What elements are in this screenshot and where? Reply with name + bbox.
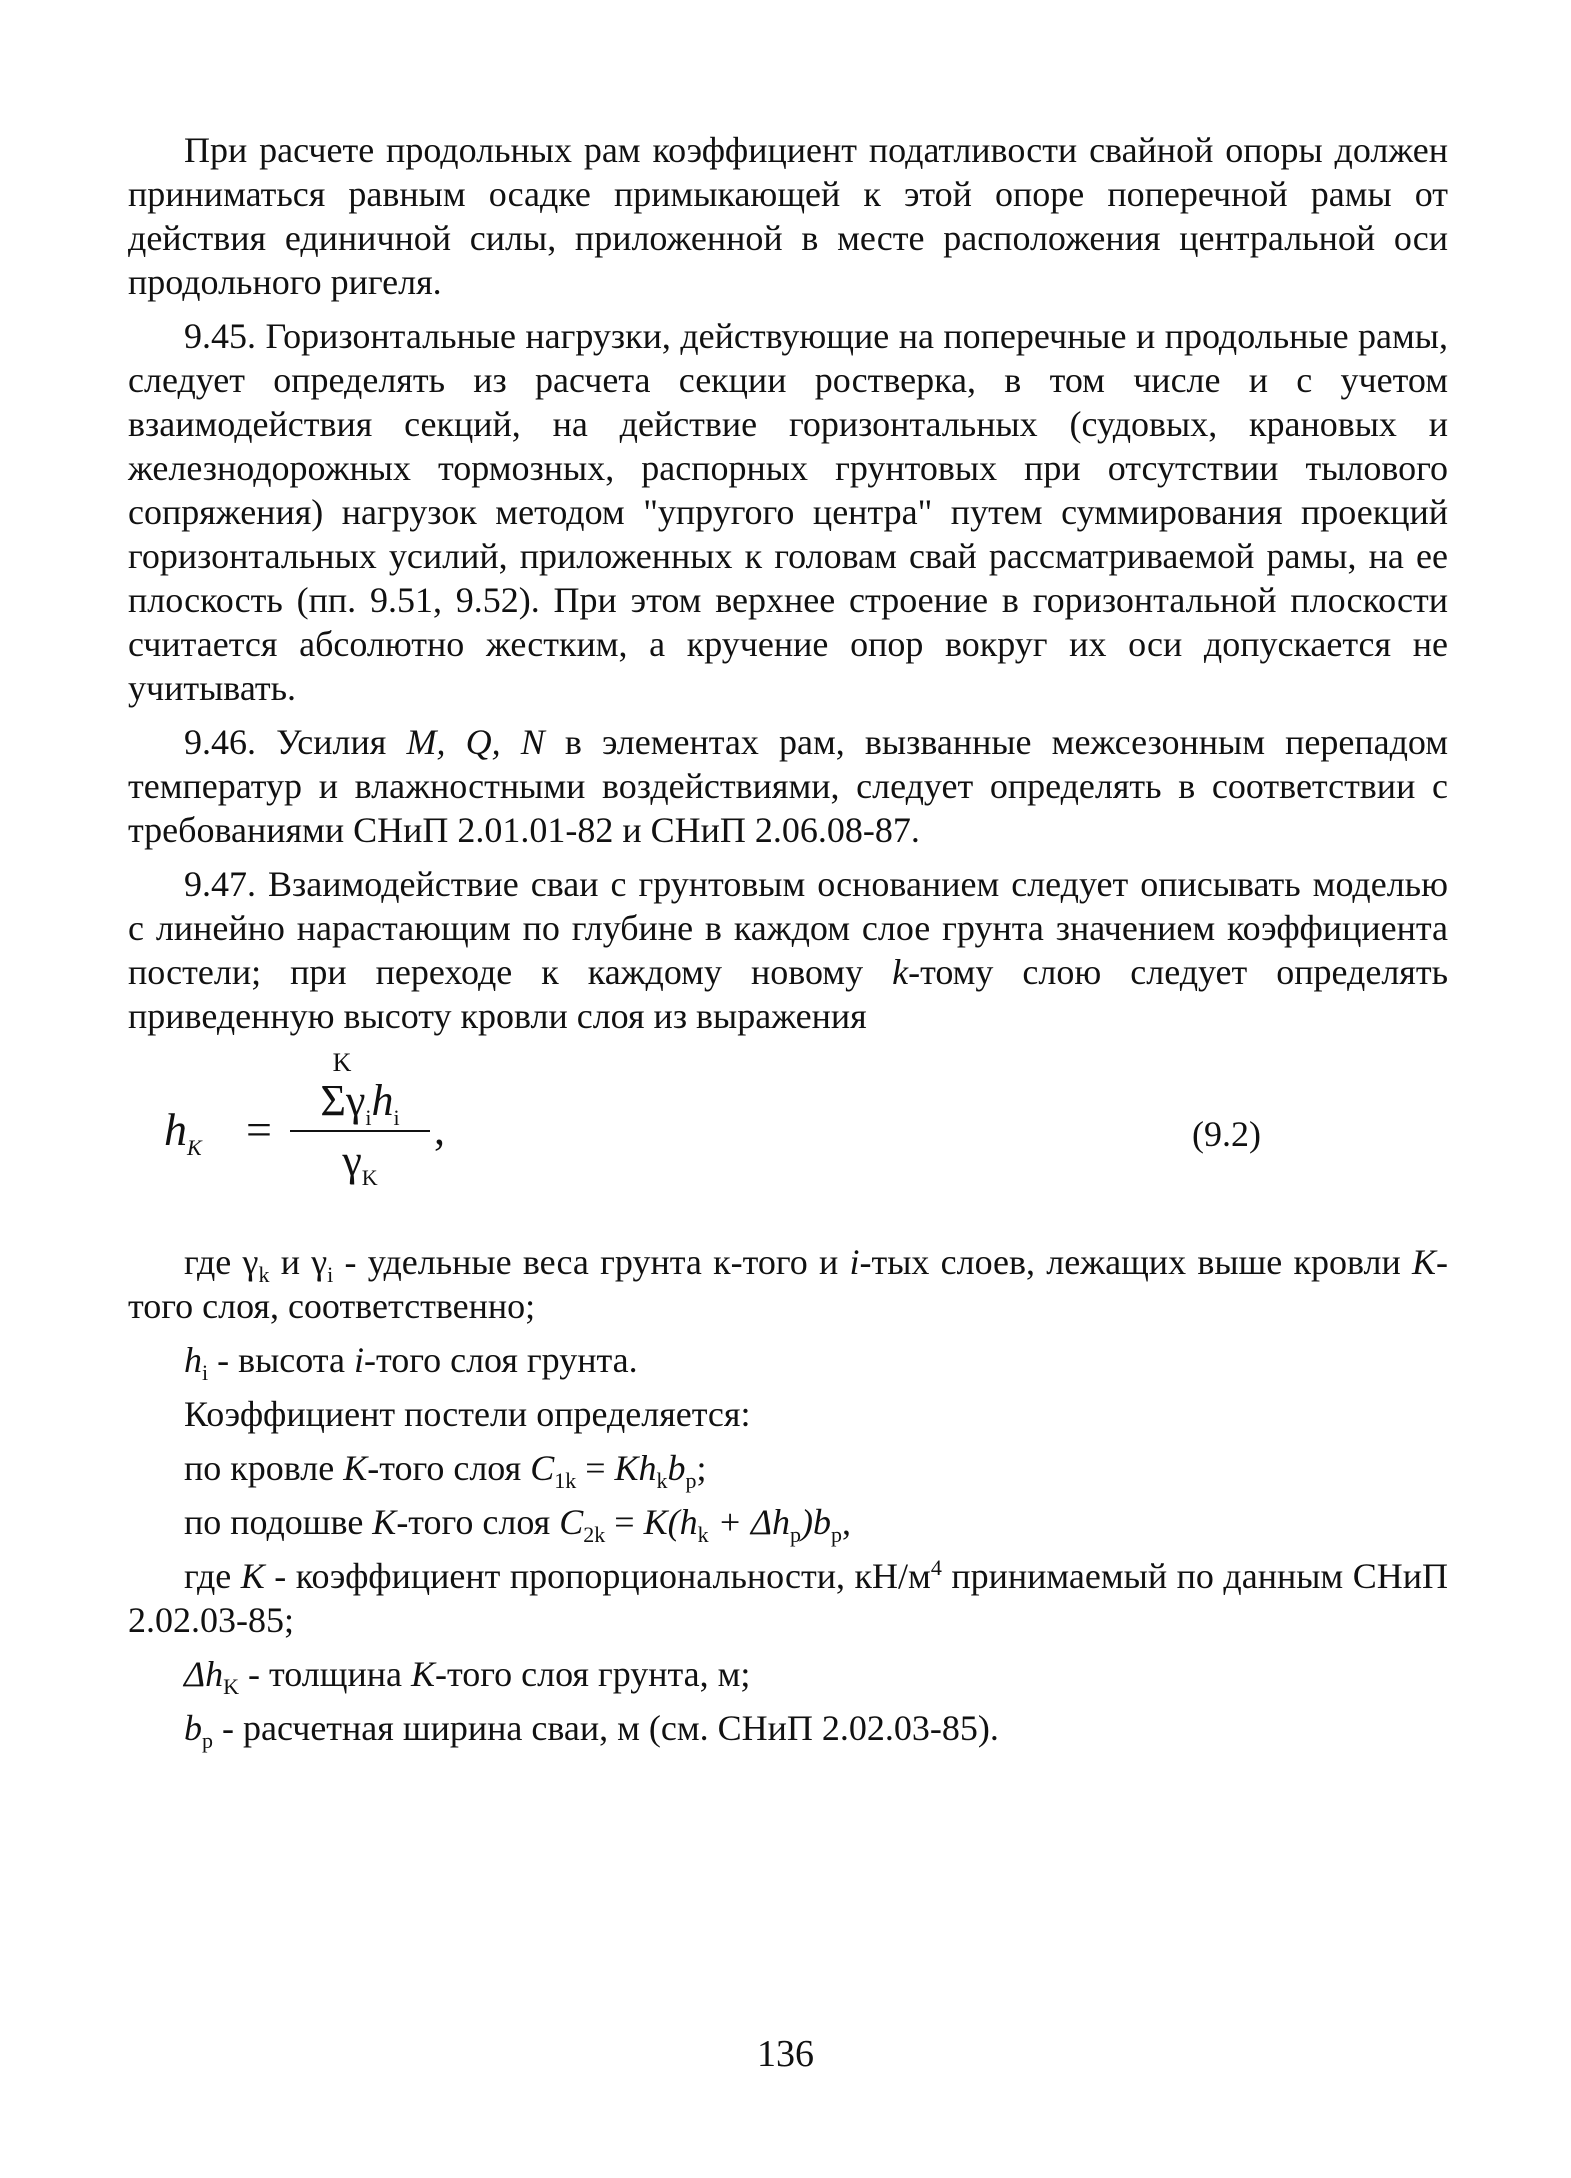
paragraph-9-45: 9.45. Горизонтальные нагрузки, действующие на поперечные и продольные рамы, следует определять из расчета секции ростверка, в том числе и с учетом взаимодействия секций, на действие горизонтальных (судовых, крановых и железнодорожных тормозных, распорных грунтовых при отсутствии тылового сопряжения) нагрузок методом "упругого центра" путем суммирования проекций горизонтальных усилий, приложенных к головам свай рассматриваемой рамы, на ее плоскость (пп. 9.51, 9.52). При этом верхнее строение в горизонтальной плоскости считается абсолютно жестким, а кручение опор вокруг их оси допускается не учитывать. — [128, 316, 1448, 708]
bed-coefficient-intro: Коэффициент постели определяется: — [184, 1394, 751, 1434]
formula-numerator: $\Sigma\gamma_ih_i$ — [320, 1076, 400, 1130]
definition-bp: $b_p$ - расчетная ширина сваи, м (см. СНиП 2.02.03-85). — [184, 1708, 999, 1754]
formula-lhs: $h_K$ — [164, 1104, 202, 1161]
formula-denominator: $\gamma_K$ — [342, 1136, 378, 1190]
paragraph-9-47: 9.47. Взаимодействие сваи с грунтовым основанием следует описывать моделью с линейно нарастающим по глубине в каждом слое грунта значением коэффициента постели; при переходе к каждому новому k-тому слою следует определять приведенную высоту кровли слоя из выражения — [128, 864, 1449, 1036]
sum-upper-limit: K — [332, 1048, 352, 1077]
formula-comma: , — [434, 1105, 445, 1154]
fraction-bar — [290, 1130, 430, 1132]
paragraph-1: При расчете продольных рам коэффициент податливости свайной опоры должен приниматься равным осадке примыкающей к этой опоре поперечной рамы от действия единичной силы, приложенной в месте расположения центральной оси продольного ригеля. — [128, 130, 1448, 302]
bed-coefficient-top: по кровле K-того слоя $C_{1k} = Kh_kb_p$; — [184, 1448, 707, 1494]
formula-9-2 — [128, 1050, 1448, 1220]
definition-delta-h: $\Delta h_K$ - толщина K-того слоя грунта, м; — [184, 1654, 751, 1700]
formula-equals: = — [246, 1104, 272, 1155]
formula-number: (9.2) — [1192, 1114, 1261, 1154]
formula-fraction — [290, 1048, 430, 1190]
definition-h: $h_i$ - высота i-того слоя грунта. — [184, 1340, 638, 1386]
paragraph-9-46: 9.46. Усилия M, Q, N в элементах рам, вызванные межсезонным перепадом температур и влажностными воздействиями, следует определять в соответствии с требованиями СНиП 2.01.01-82 и СНиП 2.06.08-87. — [128, 722, 1449, 850]
page-number: 136 — [757, 2033, 814, 2075]
definition-gamma: где $\gamma_k$ и $\gamma_i$ - удельные веса грунта к-того и i-тых слоев, лежащих выше кровли K-того слоя, соответственно; — [128, 1242, 1448, 1326]
bed-coefficient-bottom: по подошве K-того слоя $C_{2k} = K(h_k + \Delta h_p)b_p$, — [184, 1502, 851, 1548]
force-variables: M, Q, N — [406, 722, 545, 762]
definition-k: где K - коэффициент пропорциональности, $кН/м^4$ принимаемый по данным СНиП 2.02.03-85; — [128, 1555, 1448, 1640]
text-body — [128, 128, 1448, 1760]
